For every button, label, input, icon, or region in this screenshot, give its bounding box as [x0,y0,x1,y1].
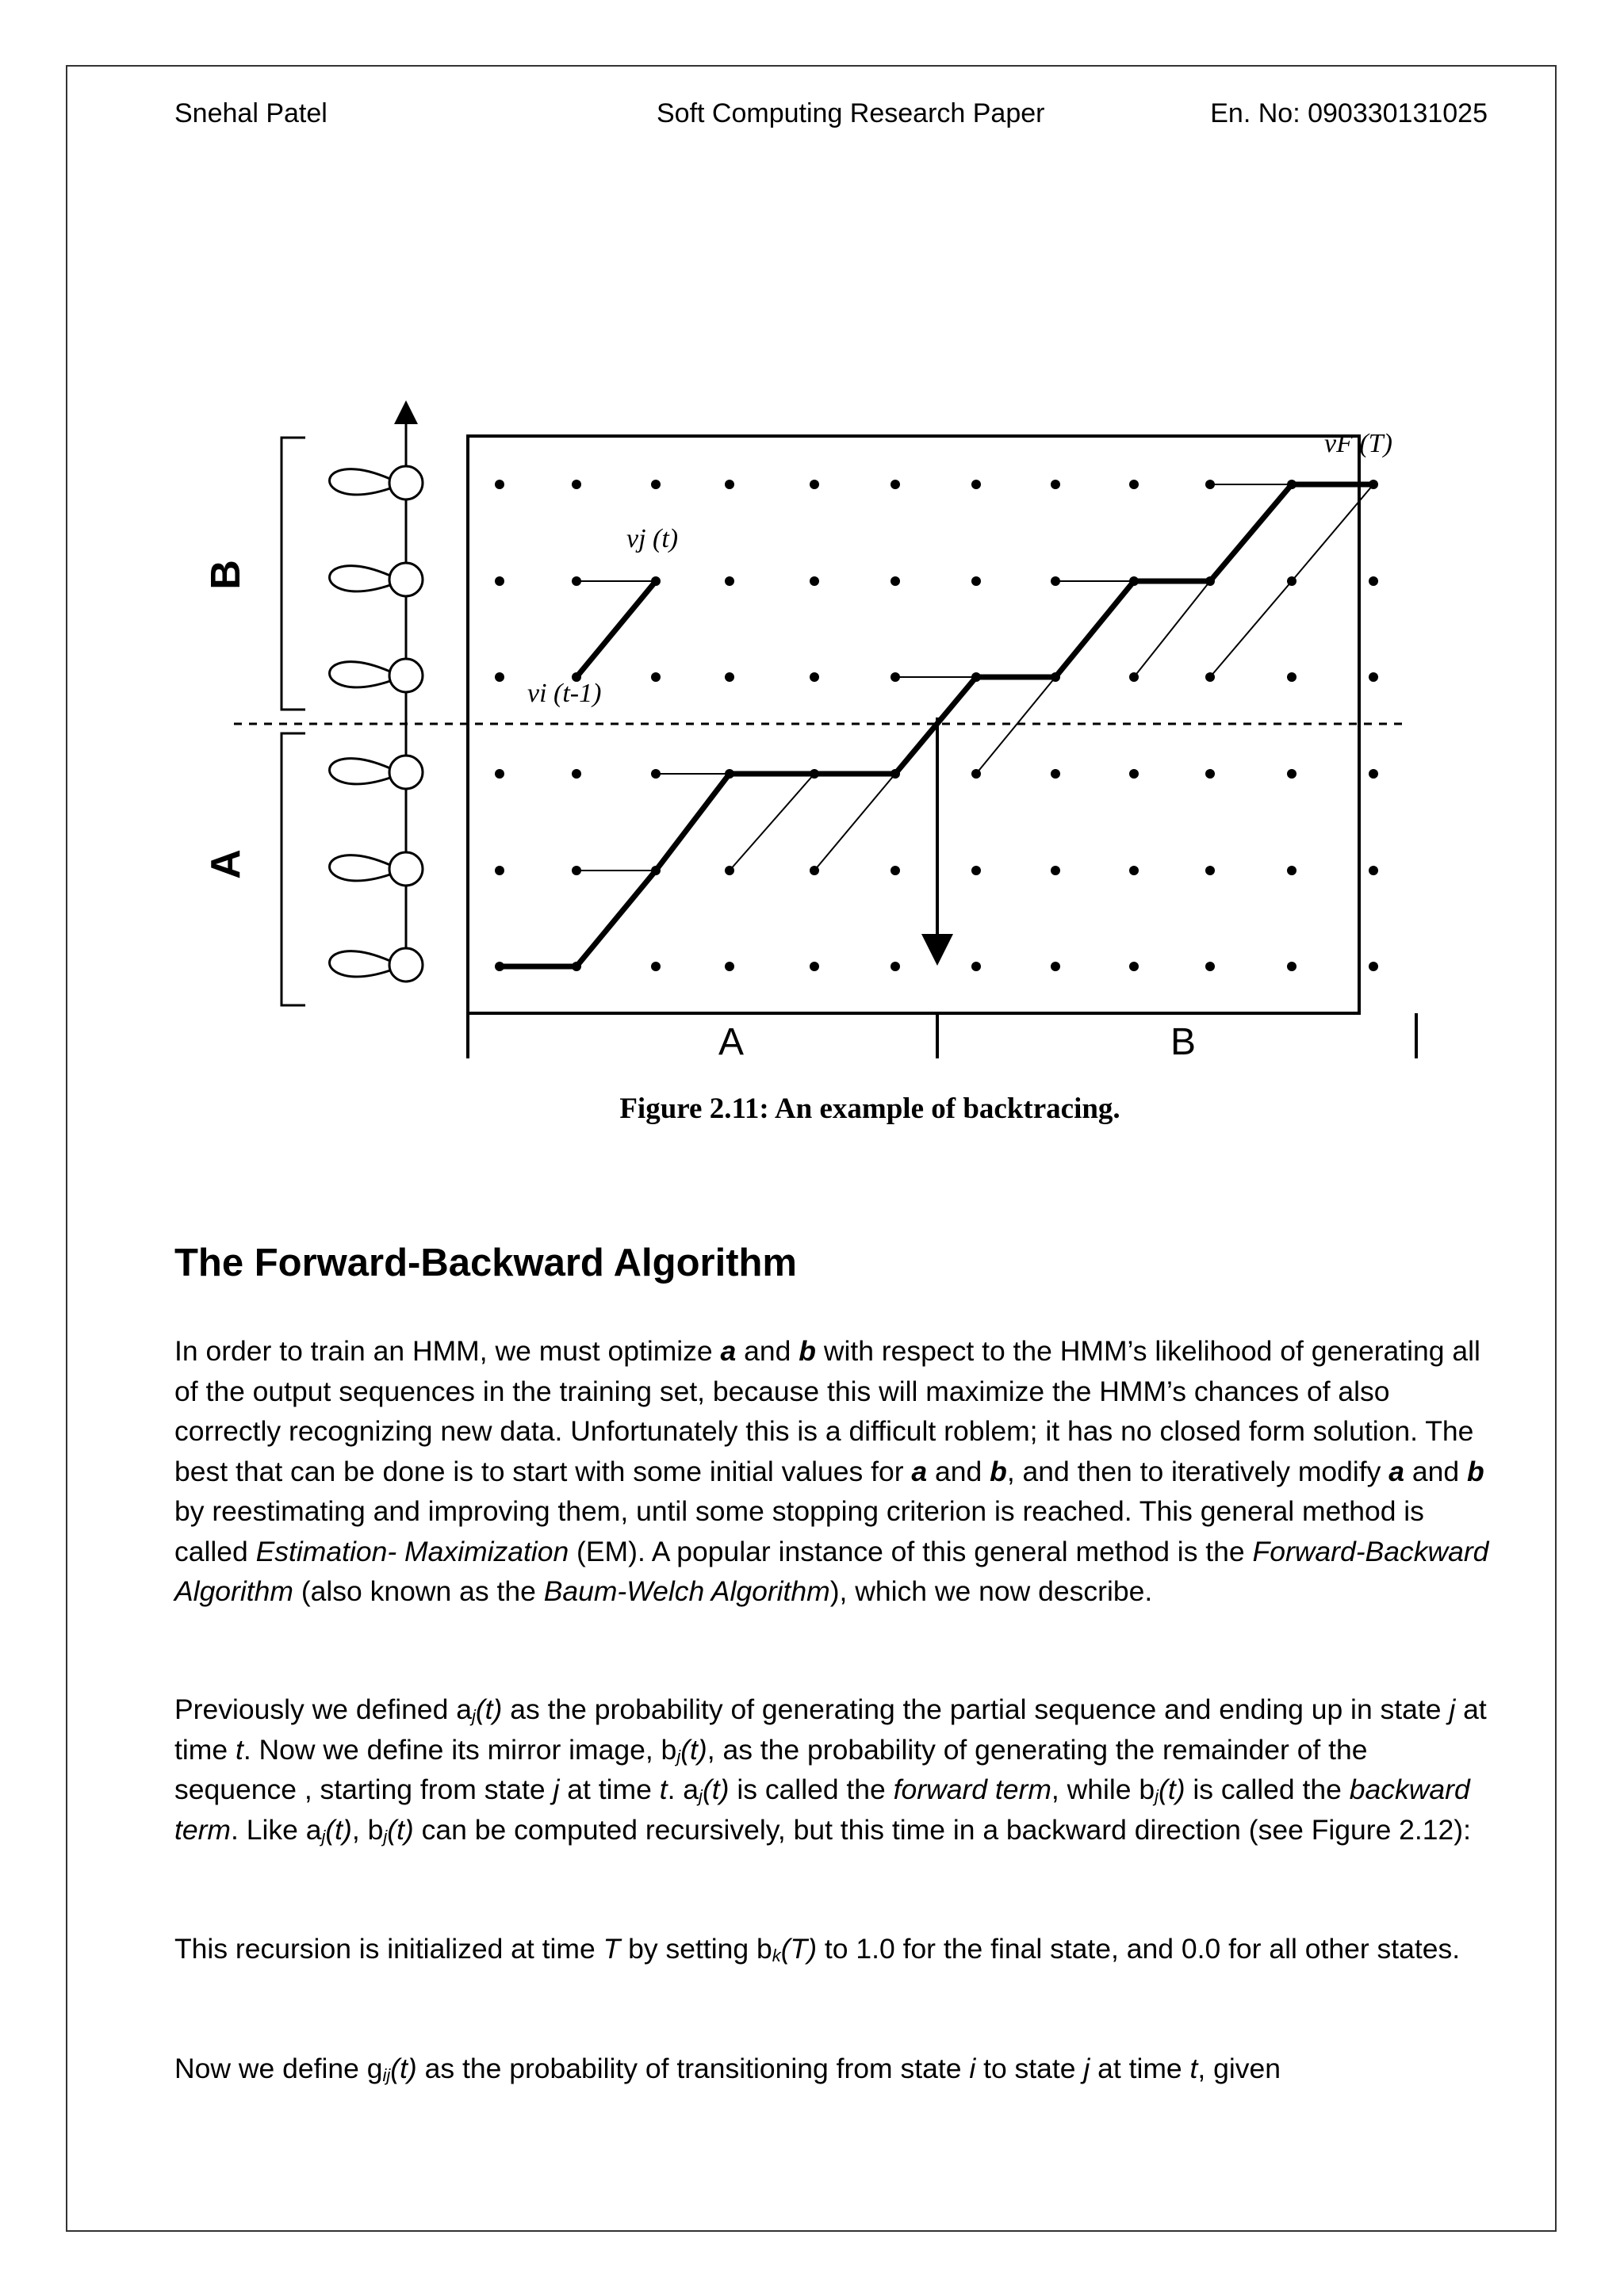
paragraph-forward-backward-intro: In order to train an HMM, we must optimize a and b with respect to the HMM’s likelihood of generating all of the output sequences in the training set, because this will maximize the HMM’s chances of also correctly recognizing new data. Unfortunately this is a difficult roblem; it has no closed form solution. The best that can be done is to start with some initial values for a and b, and then to iteratively modify a and b by reestimating and improving them, until some stopping criterion is reached. This general method is called Estimation- Maximization (EM). A popular instance of this general method is the Forward-Backward Algorithm (also known as the Baum-Welch Algorithm), which we now describe. [174,1335,1489,1607]
trellis-dot [1051,769,1060,779]
state-group-label-b: B [203,560,249,590]
trellis-dot [1129,962,1139,971]
header-author: Snehal Patel [174,98,327,128]
trellis-dot [1205,769,1215,779]
trellis-dot [891,480,900,489]
page-header [174,98,1488,133]
trellis-dot [1369,672,1378,682]
state-node [389,659,423,692]
state-group-label-a: A [203,849,249,879]
trellis-dot [651,672,661,682]
thin-link [976,677,1055,774]
figure-caption: Figure 2.11: An example of backtracing. [619,1093,1120,1125]
trellis-dot [1287,672,1297,682]
trellis-dot [1205,866,1215,875]
trellis-dot [971,962,981,971]
thin-link [1134,581,1210,677]
page-border [66,65,1557,2232]
trellis-dot [495,866,504,875]
state-node [389,852,423,886]
trellis-dot [971,576,981,586]
trellis-dot [810,576,819,586]
bottom-axis-label-b: B [1170,1021,1197,1063]
label-vi-t-minus-1: vi (t-1) [527,679,602,708]
self-loop [330,759,391,784]
bracket-b [282,438,305,710]
trellis-dot [1369,769,1378,779]
bottom-axis-label-a: A [718,1021,745,1063]
trellis-dot [651,480,661,489]
state-node [389,466,423,499]
trellis-dot [1051,480,1060,489]
example-transition [576,581,656,677]
trellis-dot [572,769,581,779]
thin-link [730,774,814,871]
trellis-dot [572,480,581,489]
trellis-dot [1129,480,1139,489]
header-enrollment: En. No: 090330131025 [1210,98,1488,128]
trellis-dot [651,962,661,971]
label-vf-T: vF (T) [1324,429,1392,458]
trellis-dot [971,866,981,875]
self-loop [330,469,391,495]
trellis-dot [1051,866,1060,875]
state-node [389,948,423,982]
trellis-dot [971,480,981,489]
trellis-dot [725,672,734,682]
bracket-a [282,733,305,1005]
trellis-dot [725,962,734,971]
thin-link [814,774,895,871]
trellis-dot [1287,962,1297,971]
trellis-dot [1369,866,1378,875]
trellis-dot [891,866,900,875]
trellis-dot [495,672,504,682]
self-loop [330,566,391,591]
self-loop [330,951,391,977]
section-heading: The Forward-Backward Algorithm [174,1242,798,1284]
self-loop [330,662,391,687]
state-node [389,756,423,789]
paragraph-recursion-init: This recursion is initialized at time T by setting $b_k(T)$ to 1.0 for the final state, and 0.0 for all other states. [174,1933,1461,1965]
header-title: Soft Computing Research Paper [657,98,1045,128]
trellis-dot [495,576,504,586]
trellis-dot [1129,769,1139,779]
self-loop [330,855,391,881]
trellis-dot [810,962,819,971]
backtracing-figure [190,396,1459,1126]
trellis-dot [1369,962,1378,971]
trellis-dot [1369,576,1378,586]
trellis-dot [810,480,819,489]
trellis-dot [725,576,734,586]
trellis-dot [810,672,819,682]
label-vj-t: vj (t) [626,524,679,553]
paragraph-backward-term: Previously we defined $a_j(t)$ as the probability of generating the partial sequence and ending up in state j at time t. Now we define its mirror image, $b_j(t)$, as the probability of generating the remainder of the sequence , starting from state j at time t. $a_j(t)$ is called the forward term, while $b_j(t)$ is called the backward term. Like $a_j(t)$, $b_j(t)$ can be computed recursively, but this time in a backward direction (see Figure 2.12): [174,1693,1487,1846]
trellis-dot [891,576,900,586]
trellis-dot [1051,962,1060,971]
trellis-dot [1205,962,1215,971]
trellis-dot [1287,769,1297,779]
trellis-dot [725,480,734,489]
trellis-dot [1129,866,1139,875]
state-node [389,563,423,596]
trellis-dot [1287,866,1297,875]
paragraph-transition-prob: Now we define $g_{ij}(t)$ as the probability of transitioning from state i to state j at time t, given [174,2053,1281,2085]
trellis-dot [891,962,900,971]
trellis-dot [495,769,504,779]
thin-link [1210,581,1292,677]
trellis-dot [495,480,504,489]
thin-link [1292,484,1373,581]
